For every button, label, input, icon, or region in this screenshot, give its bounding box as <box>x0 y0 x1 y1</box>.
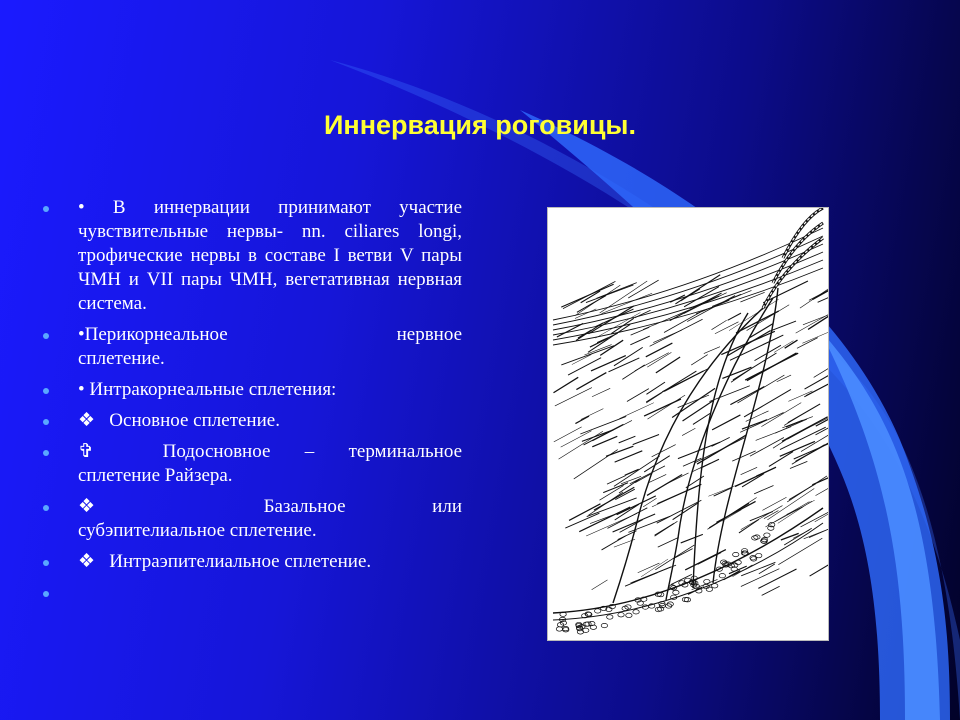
list-item <box>40 196 462 316</box>
slide-title: Иннервация роговицы. <box>324 110 636 140</box>
list-item <box>40 440 462 488</box>
bullet-dot-icon <box>43 419 49 425</box>
bullet-marker: • <box>78 197 85 218</box>
list-item <box>40 550 462 574</box>
bullet-dot-icon <box>43 388 49 394</box>
list-item <box>40 323 462 371</box>
bullet-dot-icon <box>43 333 49 339</box>
bullet-dot-icon <box>43 450 49 456</box>
bullet-text: В иннервации принимают участие чувствительные нервы- nn. ciliares longi, трофические нервы в составе I ветви V пары ЧМН и VII пары ЧМН, вегетативная нервная система. <box>78 197 462 314</box>
bullet-text-rest: сплетение Райзера. <box>78 465 233 486</box>
bullet-marker: • <box>78 379 85 400</box>
bullet-text-rest: сплетение. <box>78 348 165 369</box>
list-item-empty <box>40 581 462 605</box>
list-item <box>40 495 462 543</box>
cross-marker-icon: ✞ <box>78 441 94 462</box>
diamond-marker-icon: ❖ <box>78 551 96 572</box>
bullet-text-first-line: Подосновное – терминальное <box>162 441 462 462</box>
bullet-text: Интракорнеальные сплетения: <box>89 379 337 400</box>
corneal-innervation-figure <box>547 207 829 641</box>
bullet-dot-icon <box>43 560 49 566</box>
bullet-text: Интраэпителиальное сплетение. <box>109 551 372 572</box>
bullet-dot-icon <box>43 206 49 212</box>
diamond-marker-icon: ❖ <box>78 496 177 517</box>
list-item <box>40 378 462 402</box>
diamond-marker-icon: ❖ <box>78 410 96 431</box>
bullet-text-first-line: Перикорнеальное нервное <box>84 324 462 345</box>
bullet-text-rest: субэпителиальное сплетение. <box>78 520 317 541</box>
bullet-list <box>40 196 462 612</box>
bullet-marker: • <box>78 324 85 345</box>
bullet-dot-icon <box>43 591 49 597</box>
list-item <box>40 409 462 433</box>
bullet-text: Основное сплетение. <box>109 410 280 431</box>
bullet-dot-icon <box>43 505 49 511</box>
bullet-text-first-line: Базальное или <box>263 496 462 517</box>
corneal-innervation-illustration-icon <box>548 208 828 640</box>
